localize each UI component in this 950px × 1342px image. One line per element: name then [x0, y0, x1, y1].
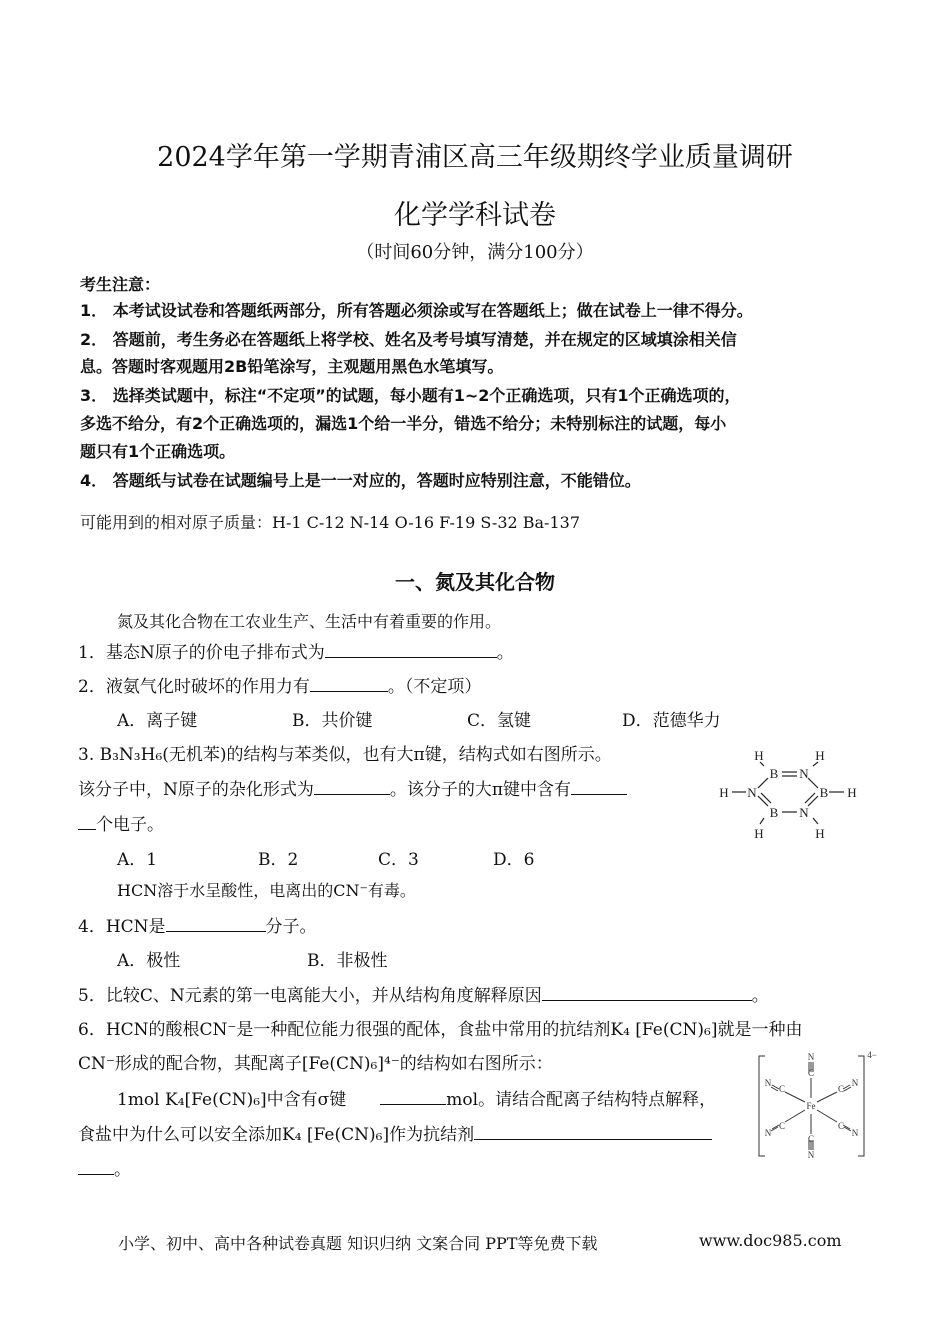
- b-label: B: [769, 805, 779, 820]
- n-label: N: [799, 766, 809, 781]
- q3-option-d: D．6: [493, 850, 535, 870]
- q3-line3: [78, 810, 164, 835]
- q2-option-d: D．范德华力: [622, 711, 721, 731]
- n-label: N: [764, 1128, 772, 1138]
- q3-hybrid-blank: [314, 778, 390, 795]
- charge-label: 4−: [867, 1050, 877, 1060]
- q5-answer-blank: [542, 984, 752, 1001]
- q1-end: 。: [496, 643, 514, 663]
- c-label: C: [778, 1121, 786, 1131]
- q1-text: 1．基态N原子的价电子排布式为: [78, 643, 325, 663]
- note-3a: 3． 选择类试题中，标注“不定项”的试题，每小题有1~2个正确选项，只有1个正确选项的，: [80, 386, 741, 405]
- n-label: N: [851, 1128, 859, 1138]
- n-label: N: [807, 1150, 815, 1160]
- h-label: H: [754, 826, 764, 841]
- q5-text: 5．比较C、N元素的第一电离能大小，并从结构角度解释原因: [78, 986, 542, 1006]
- n-label: N: [747, 785, 757, 800]
- q2-text: 2．液氨气化时破坏的作用力有: [78, 677, 310, 697]
- borazine-structure-diagram: [712, 748, 862, 846]
- q3-line2b: 。该分子的大π键中含有: [389, 780, 572, 800]
- page-subtitle: 化学学科试卷: [394, 200, 556, 231]
- q6-line5: [78, 1155, 131, 1180]
- q6-line1: 6．HCN的酸根CN⁻是一种配位能力很强的配体，食盐中常用的抗结剂K₄ [Fe(CN)₆]就是一种由: [78, 1020, 803, 1040]
- h-label: H: [754, 748, 764, 763]
- q2-answer-blank: [310, 675, 388, 692]
- question-5: [78, 981, 769, 1006]
- section-intro: 氮及其化合物在工农业生产、生活中有着重要的作用。: [117, 612, 502, 631]
- q2-option-c: C．氢键: [467, 711, 532, 731]
- c-label: C: [837, 1084, 845, 1094]
- q1-answer-blank: [325, 641, 497, 658]
- c-label: C: [807, 1068, 815, 1078]
- n-label: N: [807, 1052, 815, 1062]
- footer-text: 小学、初中、高中各种试卷真题 知识归纳 文案合同 PPT等免费下载: [118, 1234, 598, 1253]
- q2-option-a: A．离子键: [117, 711, 198, 731]
- q4-answer-blank: [166, 915, 266, 932]
- q3-option-b: B．2: [258, 850, 299, 870]
- c-label: C: [837, 1121, 845, 1131]
- q3-line2: [78, 775, 627, 800]
- n-label: N: [851, 1078, 859, 1088]
- note-4: 4． 答题纸与试卷在试题编号上是一一对应的，答题时应特别注意，不能错位。: [80, 471, 641, 490]
- h-label: H: [815, 748, 825, 763]
- q3-option-a: A．1: [117, 850, 158, 870]
- section-heading: 一、氮及其化合物: [395, 570, 555, 594]
- note-3b: 多选不给分，有2个正确选项的，漏选1个给一半分，错选不给分；未特别标注的试题，每小: [80, 414, 727, 433]
- q6-blank-cont: [78, 1158, 114, 1175]
- b-label: B: [769, 766, 779, 781]
- q2-end: 。（不定项）: [387, 677, 482, 697]
- q3-option-c: C．3: [378, 850, 419, 870]
- q6-line3: [117, 1085, 716, 1110]
- h-label: H: [815, 826, 825, 841]
- note-1: 1． 本考试设试卷和答题纸两部分，所有答题必须涂或写在答题纸上；做在试卷上一律不得分。: [80, 301, 753, 320]
- question-4: [78, 912, 317, 937]
- time-info: （时间60分钟，满分100分）: [356, 242, 594, 263]
- n-label: N: [799, 805, 809, 820]
- q6-explain-blank: [474, 1123, 712, 1140]
- footer-url[interactable]: www.doc985.com: [699, 1231, 842, 1250]
- h-label: H: [719, 785, 729, 800]
- q6-line2: CN⁻形成的配合物，其配离子[Fe(CN)₆]⁴⁻的结构如右图所示：: [78, 1054, 553, 1074]
- q3-line2a: 该分子中，N原子的杂化形式为: [78, 780, 314, 800]
- q6-sigma-blank: [380, 1088, 446, 1105]
- note-2b: 息。答题时客观题用2B铅笔涂写，主观题用黑色水笔填写。: [80, 357, 504, 376]
- b-label: B: [819, 785, 829, 800]
- notes-heading: 考生注意：: [80, 275, 161, 294]
- q3-line3-text: 个电子。: [96, 815, 164, 835]
- atomic-mass: 可能用到的相对原子质量：H-1 C-12 N-14 O-16 F-19 S-32 Ba-137: [80, 513, 581, 532]
- question-2: [78, 672, 481, 697]
- c-label: C: [778, 1084, 786, 1094]
- hcn-intro: HCN溶于水呈酸性，电离出的CN⁻有毒。: [117, 881, 416, 900]
- q2-option-b: B．共价键: [292, 711, 373, 731]
- q3-electron-blank: [571, 778, 627, 795]
- question-1: [78, 638, 514, 663]
- n-label: N: [764, 1078, 772, 1088]
- q4-option-a: A．极性: [117, 951, 181, 971]
- note-2a: 2． 答题前，考生务必在答题纸上将学校、姓名及考号填写清楚，并在规定的区域填涂相关信: [80, 330, 737, 349]
- q6-line4-text: 食盐中为什么可以安全添加K₄ [Fe(CN)₆]作为抗结剂: [78, 1125, 475, 1145]
- h-label: H: [847, 785, 857, 800]
- q4-option-b: B．非极性: [307, 951, 388, 971]
- c-label: C: [807, 1134, 815, 1144]
- q4-end: 分子。: [265, 917, 317, 937]
- q6-line3b: mol。请结合配离子结构特点解释，: [446, 1090, 717, 1110]
- page-title: 2024学年第一学期青浦区高三年级期终学业质量调研: [157, 142, 793, 173]
- ferrocyanide-structure-diagram: [755, 1050, 880, 1162]
- q3-line1: 3. B₃N₃H₆(无机苯)的结构与苯类似，也有大π键，结构式如右图所示。: [78, 745, 612, 765]
- q3-blank-cont: [78, 813, 96, 830]
- q6-line5-text: 。: [114, 1160, 131, 1180]
- note-3c: 题只有1个正确选项。: [80, 442, 236, 461]
- q5-end: 。: [751, 986, 769, 1006]
- q6-line4: [78, 1120, 712, 1145]
- q4-text: 4．HCN是: [78, 917, 166, 937]
- fe-label: Fe: [806, 1101, 816, 1111]
- q6-line3a: 1mol K₄[Fe(CN)₆]中含有σ键: [117, 1090, 347, 1110]
